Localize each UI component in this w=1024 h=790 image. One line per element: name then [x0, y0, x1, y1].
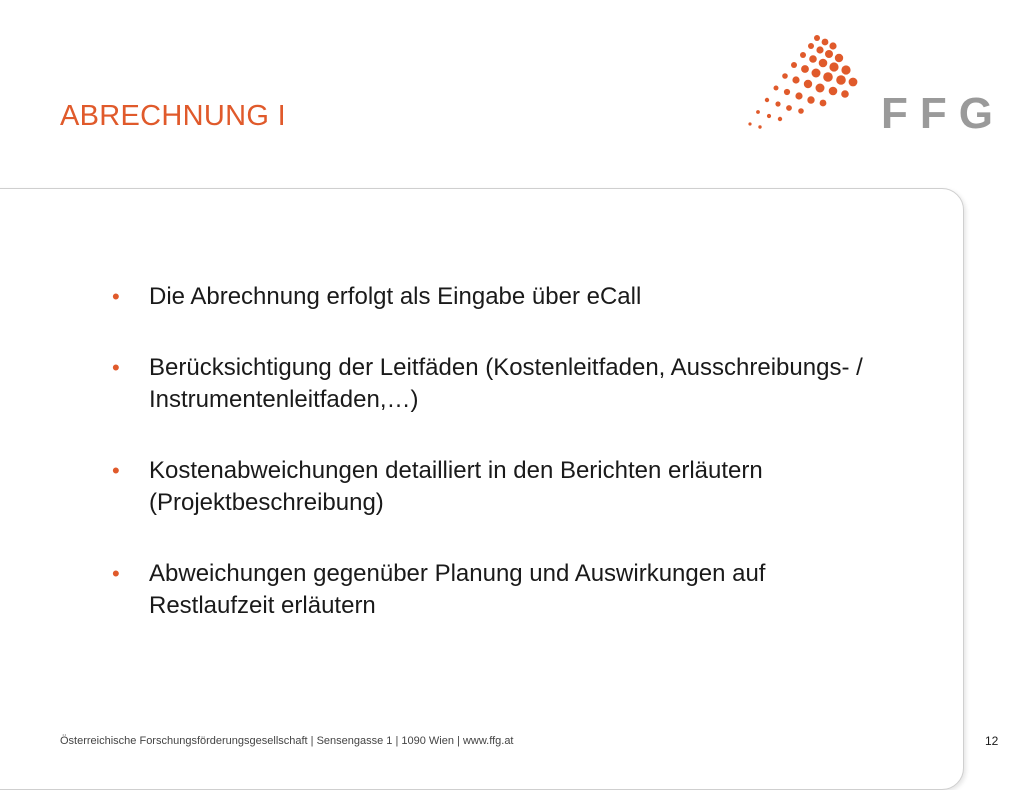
bullet-marker: • [112, 458, 120, 483]
bullet-item [112, 558, 872, 622]
bullet-marker: • [112, 355, 120, 380]
bullet-marker: • [112, 284, 120, 309]
bullet-item [112, 281, 872, 313]
bullet-item [112, 352, 872, 416]
bullet-text: Berücksichtigung der Leitfäden (Kostenleitfaden, Ausschreibungs- / Instrumentenleitfaden,…) [149, 354, 863, 413]
bullet-item [112, 455, 872, 519]
ffg-logo-wordmark: FFG [881, 89, 1005, 138]
slide-title: ABRECHNUNG I [60, 100, 286, 132]
ffg-logo [745, 28, 1005, 138]
bullet-text: Kostenabweichungen detailliert in den Berichten erläutern (Projektbeschreibung) [149, 457, 763, 516]
bullet-marker: • [112, 561, 120, 586]
ffg-logo-dots [748, 35, 857, 129]
page-number: 12 [985, 734, 999, 748]
bullet-text: Abweichungen gegenüber Planung und Auswirkungen auf Restlaufzeit erläutern [149, 560, 766, 619]
bullet-text: Die Abrechnung erfolgt als Eingabe über eCall [149, 283, 642, 310]
footer-text: Österreichische Forschungsförderungsgesellschaft | Sensengasse 1 | 1090 Wien | www.ffg.at [60, 735, 514, 747]
bullet-list [112, 281, 872, 661]
